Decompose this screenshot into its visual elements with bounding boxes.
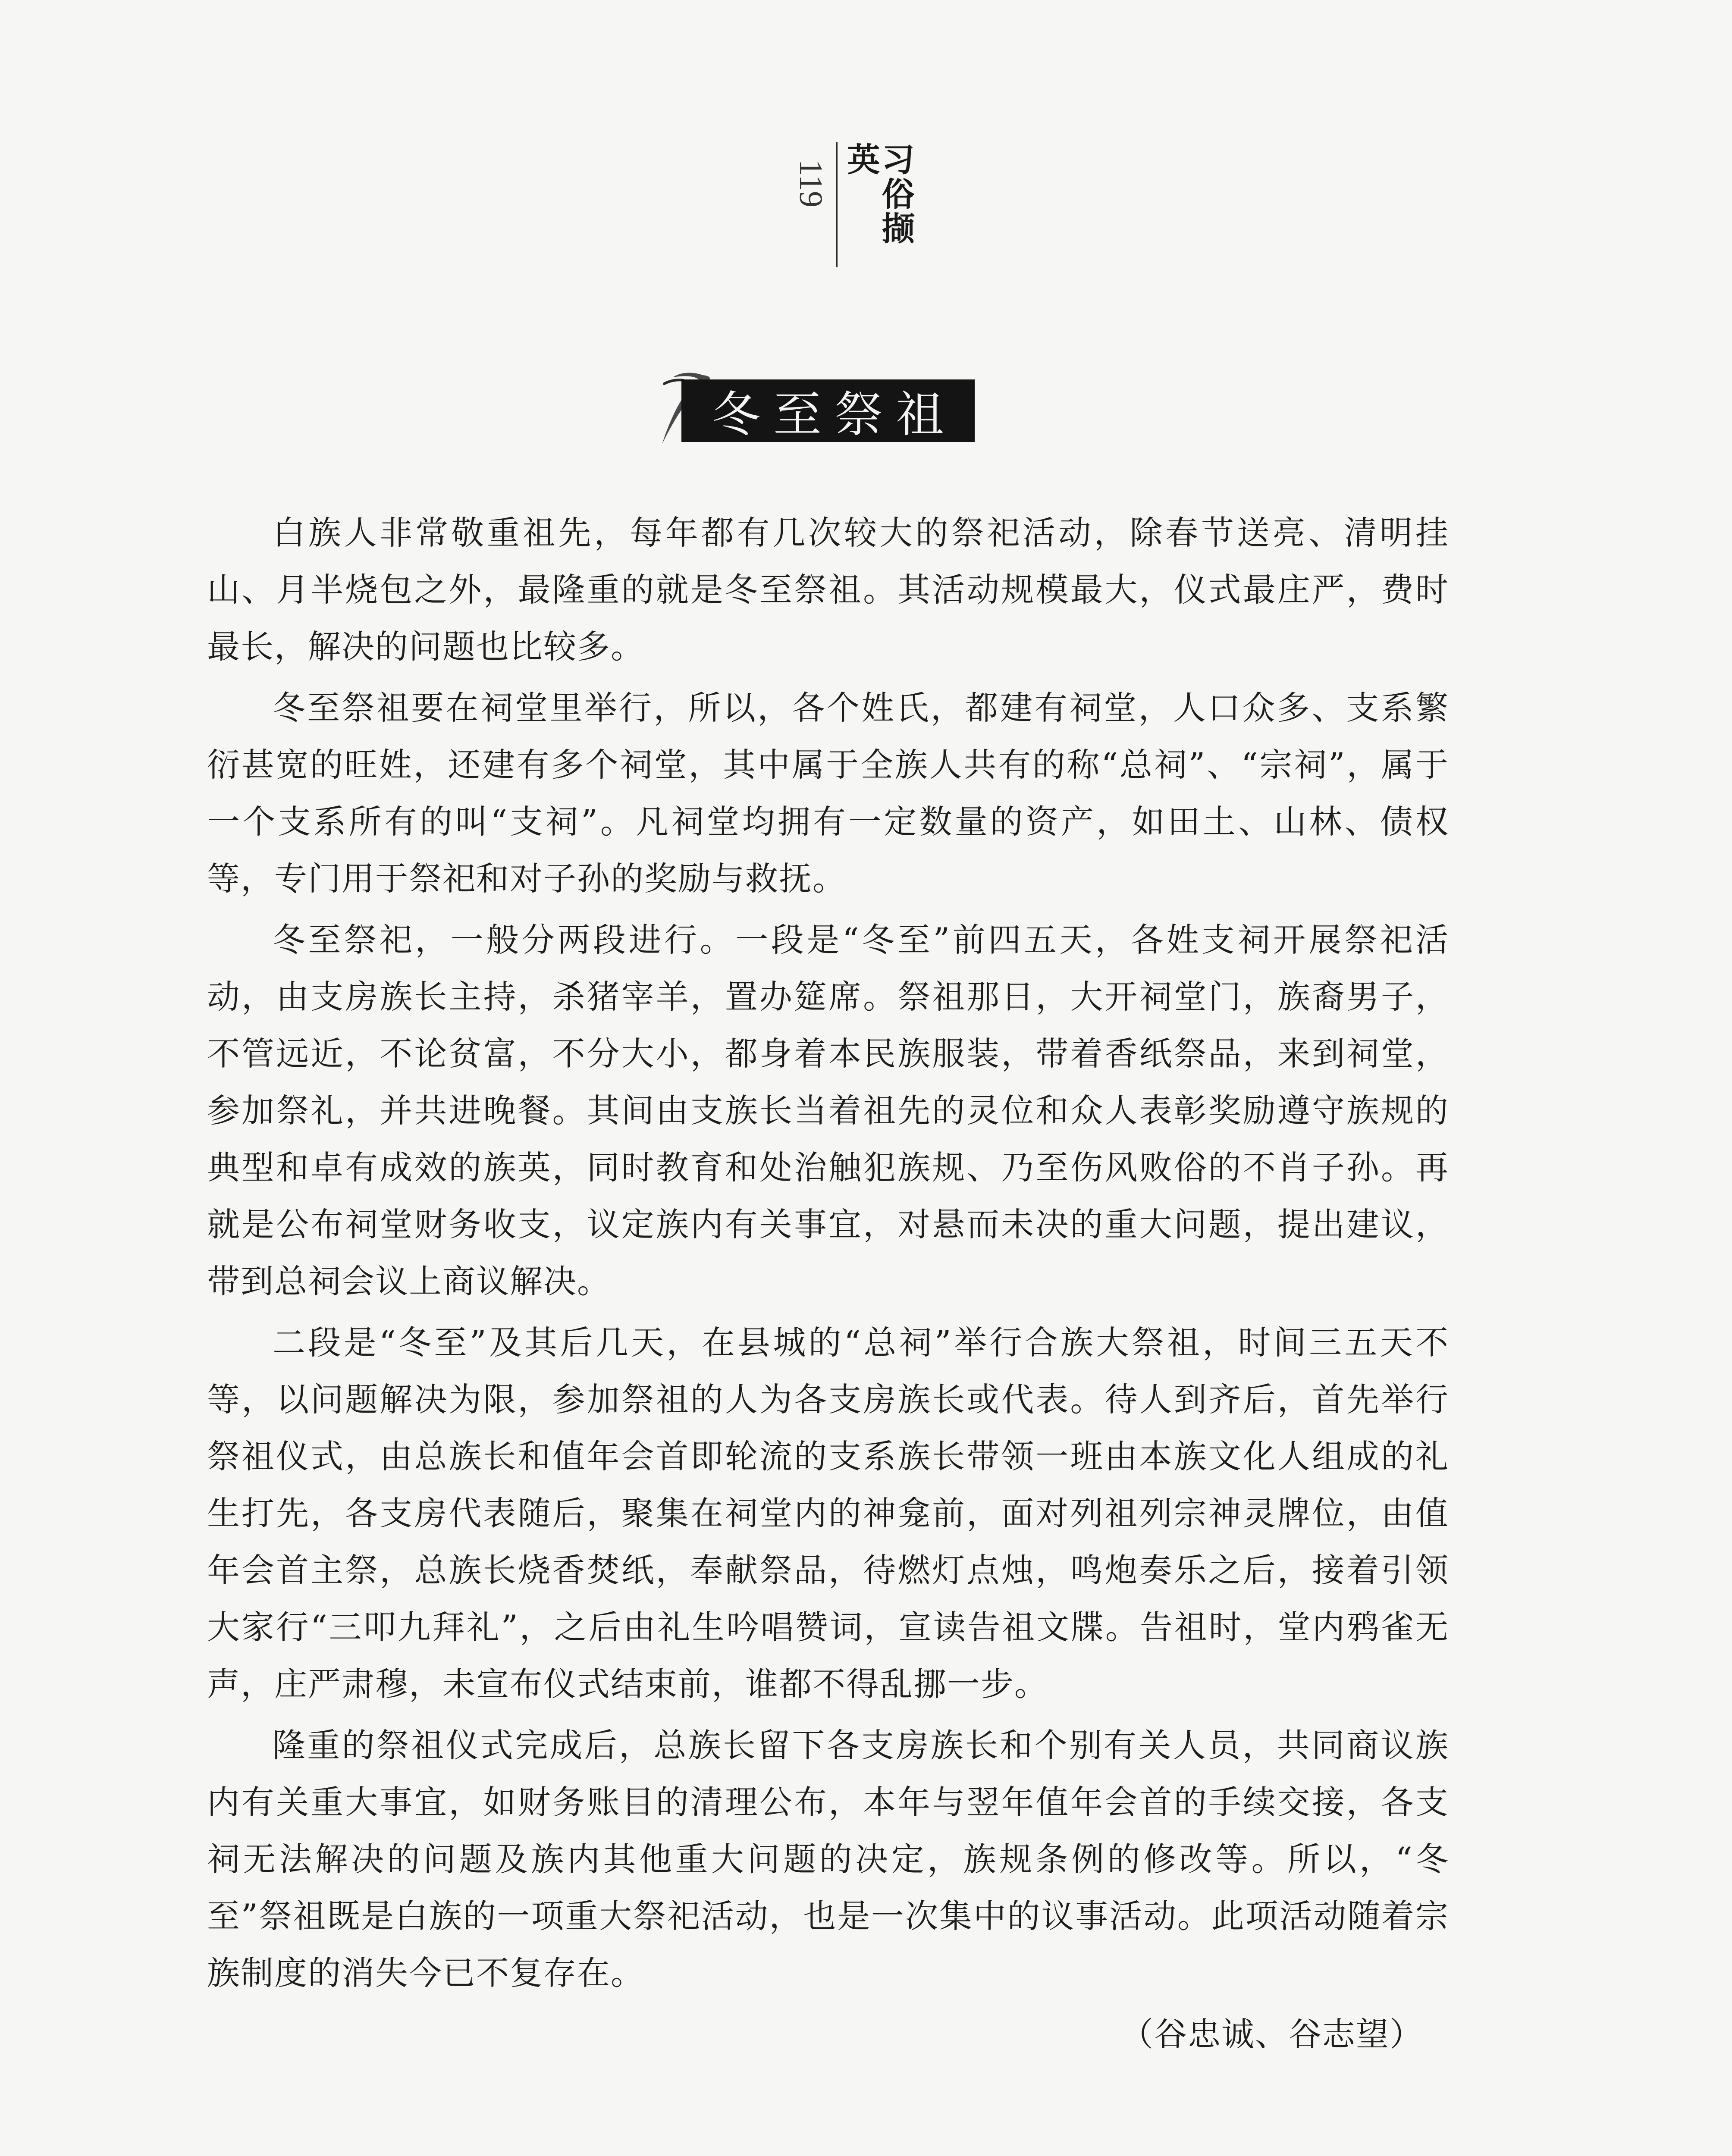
paragraph: 冬至祭祀，一般分两段进行。一段是“冬至”前四五天，各姓支祠开展祭祀活动，由支房族长主持，杀猪宰羊，置办筵席。祭祖那日，大开祠堂门，族裔男子，不管远近，不论贫富，不分大小，都身着本民族服装，带着香纸祭品，来到祠堂，参加祭礼，并共进晚餐。其间由支族长当着祖先的灵位和众人表彰奖励遵守族规的典型和卓有成效的族英，同时教育和处治触犯族规、乃至伤风败俗的不肖子孙。再就是公布祠堂财务收支，议定族内有关事宜，对悬而未决的重大问题，提出建议，带到总祠会议上商议解决。: [207, 921, 1449, 1300]
article-body: [207, 505, 1449, 2063]
author-credit: （谷忠诚、谷志望）: [1120, 2015, 1423, 2053]
page-number: 119: [793, 160, 829, 208]
article-title: 冬至祭祖: [712, 387, 957, 443]
paragraph: 二段是“冬至”及其后几天，在县城的“总祠”举行合族大祭祖，时间三五天不等，以问题解决为限，参加祭祖的人为各支房族长或代表。待人到齐后，首先举行祭祖仪式，由总族长和值年会首即轮流的支系族长带领一班由本族文化人组成的礼生打先，各支房代表随后，聚集在祠堂内的神龛前，面对列祖列宗神灵牌位，由值年会首主祭，总族长烧香焚纸，奉献祭品，待燃灯点烛，鸣炮奏乐之后，接着引领大家行“三叩九拜礼”，之后由礼生吟唱赞词，宣读告祖文牒。告祖时，堂内鸦雀无声，庄严肃穆，未宣布仪式结束前，谁都不得乱挪一步。: [207, 1323, 1449, 1703]
section-title: 习俗撷英: [842, 142, 915, 246]
paragraph: 隆重的祭祖仪式完成后，总族长留下各支房族长和个别有关人员，共同商议族内有关重大事宜，如财务账目的清理公布，本年与翌年值年会首的手续交接，各支祠无法解决的问题及族内其他重大问题的决定，族规条例的修改等。所以，“冬至”祭祖既是白族的一项重大祭祀活动，也是一次集中的议事活动。此项活动随着宗族制度的消失今已不复存在。: [207, 1726, 1449, 1992]
title-banner: [681, 379, 975, 442]
running-header: [794, 142, 913, 272]
header-divider: [836, 142, 838, 267]
paragraph: 白族人非常敬重祖先，每年都有几次较大的祭祀活动，除春节送亮、清明挂山、月半烧包之外，最隆重的就是冬至祭祖。其活动规模最大，仪式最庄严，费时最长，解决的问题也比较多。: [207, 514, 1449, 666]
paragraph: 冬至祭祖要在祠堂里举行，所以，各个姓氏，都建有祠堂，人口众多、支系繁衍甚宽的旺姓，还建有多个祠堂，其中属于全族人共有的称“总祠”、“宗祠”，属于一个支系所有的叫“支祠”。凡祠堂均拥有一定数量的资产，如田土、山林、债权等，专门用于祭祀和对子孙的奖励与救抚。: [207, 689, 1449, 898]
article-title-block: [638, 358, 992, 448]
